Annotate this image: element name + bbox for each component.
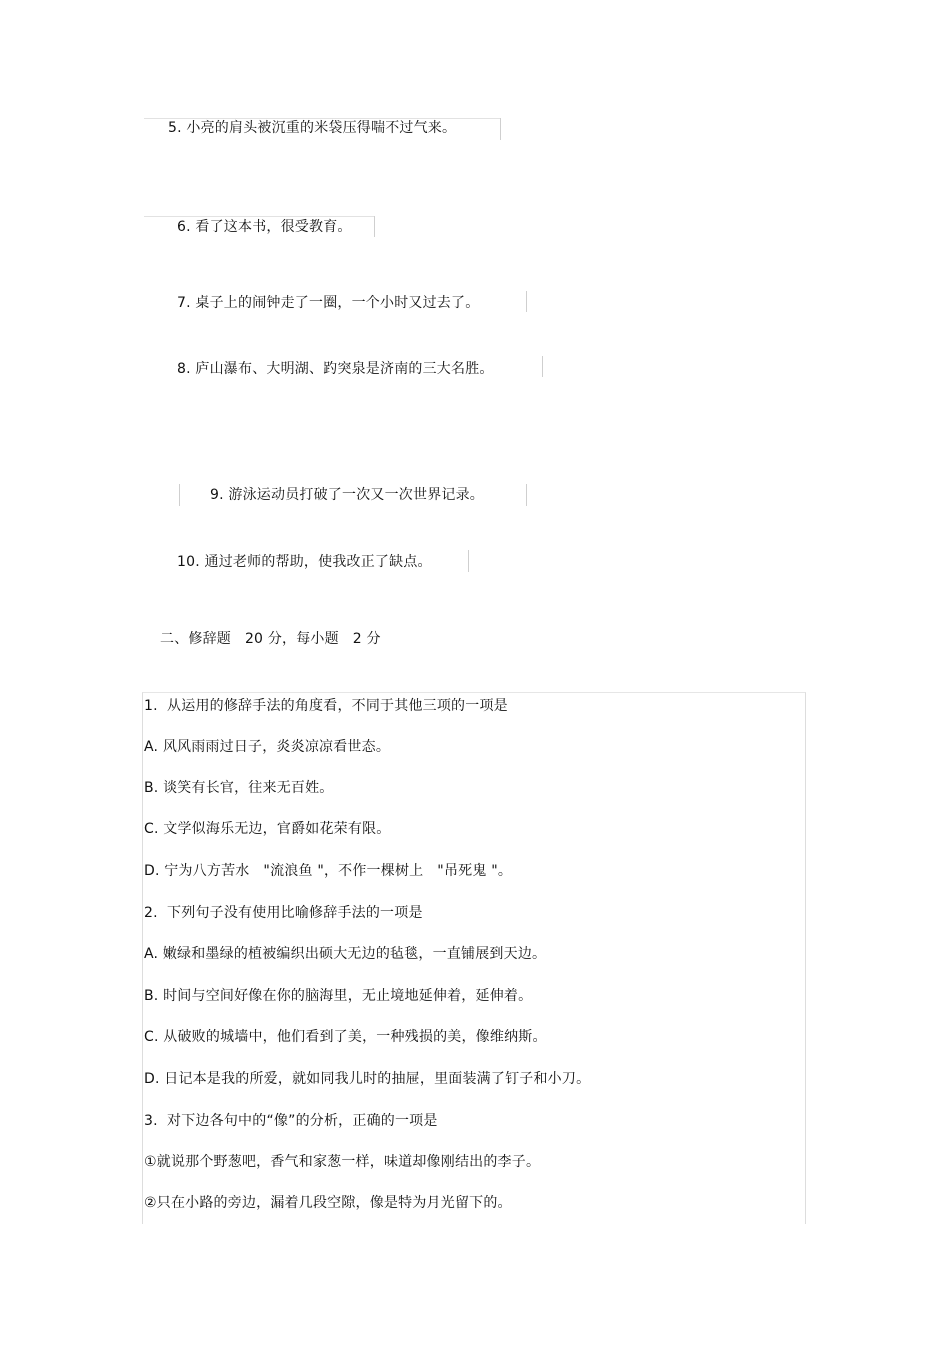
item-9-right-rule [526,484,527,506]
question-2-stem: 2. 下列句子没有使用比喻修辞手法的一项是 [144,905,423,921]
question-1-option-d: D. 宁为八方苦水 "流浪鱼 "，不作一棵树上 "吊死鬼 "。 [144,863,513,879]
sentence-item-5: 5. 小亮的肩头被沉重的米袋压得喘不过气来。 [168,120,457,136]
item-5-right-rule [500,118,501,140]
section-heading-rhetoric: 二、修辞题 20 分，每小题 2 分 [160,631,381,647]
item-6-top-rule [144,216,374,217]
question-3-sentence-2: ②只在小路的旁边，漏着几段空隙，像是特为月光留下的。 [144,1195,512,1211]
question-1-option-c: C. 文学似海乐无边，官爵如花荣有限。 [144,821,391,837]
item-6-right-rule [374,216,375,237]
question-1-option-a: A. 风风雨雨过日子，炎炎凉凉看世态。 [144,739,391,755]
sentence-item-9: 9. 游泳运动员打破了一次又一次世界记录。 [210,487,485,503]
question-3-stem: 3. 对下边各句中的“像”的分析，正确的一项是 [144,1113,438,1129]
item-7-right-rule [526,291,527,312]
question-1-option-b: B. 谈笑有长官，往来无百姓。 [144,780,334,796]
sentence-item-6: 6. 看了这本书，很受教育。 [177,219,352,235]
question-3-sentence-1: ①就说那个野葱吧，香气和家葱一样，味道却像刚结出的李子。 [144,1154,541,1170]
item-9-left-rule [179,484,180,506]
sentence-item-8: 8. 庐山瀑布、大明湖、趵突泉是济南的三大名胜。 [177,361,494,377]
sentence-item-7: 7. 桌子上的闹钟走了一圈，一个小时又过去了。 [177,295,480,311]
question-2-option-c: C. 从破败的城墙中，他们看到了美，一种残损的美，像维纳斯。 [144,1029,547,1045]
question-1-stem: 1. 从运用的修辞手法的角度看，不同于其他三项的一项是 [144,698,508,714]
sentence-item-10: 10. 通过老师的帮助，使我改正了缺点。 [177,554,432,570]
item-8-right-rule [542,356,543,377]
question-2-option-b: B. 时间与空间好像在你的脑海里，无止境地延伸着，延伸着。 [144,988,533,1004]
question-2-option-a: A. 嫩绿和墨绿的植被编织出硕大无边的毡毯，一直铺展到天边。 [144,946,547,962]
item-10-right-rule [468,550,469,572]
question-2-option-d: D. 日记本是我的所爱，就如同我儿时的抽屉，里面装满了钉子和小刀。 [144,1071,591,1087]
